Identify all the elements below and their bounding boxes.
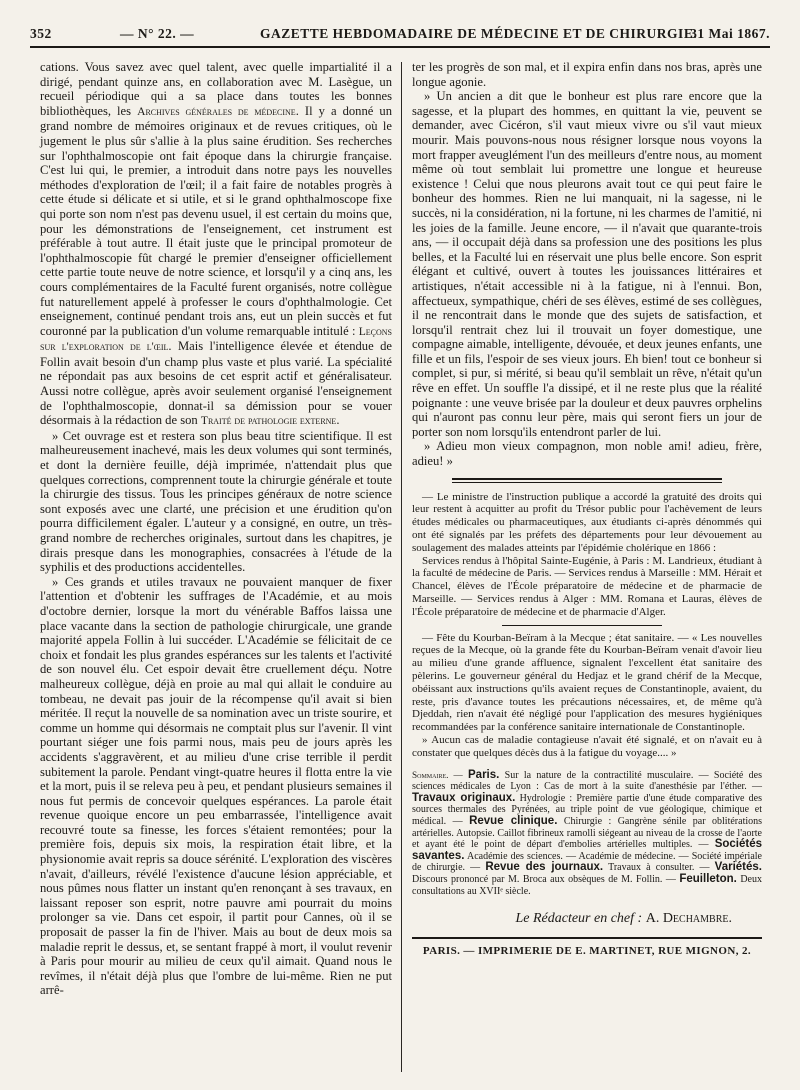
right-paragraph-3: » Adieu mon vieux compagnon, mon noble ami! adieu, frère, adieu! » (412, 439, 762, 469)
right-paragraph-1: ter les progrès de son mal, et il expira enfin dans nos bras, après une longue agonie. (412, 60, 762, 89)
left-paragraph-3: » Ces grands et utiles travaux ne pouvaient manquer de fixer l'attention et d'obtenir les suffrages de l'Académie, et au mois d'octobre dernier, lorsque la mort du vénérable Baffos laissa une place vacante dans la section de pathologie chirurgicale, une grande majorité appela Follin à lui succéder. L'Académie se félicitait de ce choix et fondait les plus grandes espérances sur les talents et l'activité de son nouvel élu. Cet espoir devait être cruellement déçu. Notre malheureux collègue, déjà en proie au mal qui allait le conduire au tombeau, ne devait pas jouir de la récompense qu'il avait si bien méritée. Il reçut la nouvelle de sa nomination avec un triste sourire, et comme un homme qui désormais ne comptait plus sur l'avenir. Il vint pourtant siéger une fois parmi nous, mais peu de jours après les accidents s'aggravèrent, et au milieu d'une crise terrible il perdit subitement la parole. Pendant vingt-quatre heures il flotta entre la vie et la mort, puis il se releva peu à peu, et pendant plusieurs semaines il nous fut permis de concevoir quelques espérances. La parole était revenue quoique encore un peu embarrassée, l'intelligence avait recouvré toute sa finesse, les forces s'étaient remontées; pour la première fois, depuis six mois, la respiration était libre, et la physionomie avait repris sa douce sérénité. L'exploration des viscères n'avait, d'ailleurs, révélé l'existence d'aucune lésion appréciable, et nous pûmes nous flatter un instant qu'en renonçant à ses travaux, en laissant reposer son esprit, notre pauvre ami pourrait du moins prolonger sa vie. Dans cet espoir, il partit pour Cannes, où il se proposait de passer la fin de l'hiver. Mais au bout de deux mois sa maladie reprit le dessus, et, se sentant frappé à mort, il voulut revenir à Paris pour mourir au milieu de ceux qu'il aimait. Quand nous le revîmes, il n'était déjà plus que l'ombre de lui-même. Rien ne put arrê- (40, 574, 392, 998)
summary-societes: Sociétés savantes. (412, 838, 762, 862)
summary: Sommaire. — Paris. Sur la nature de la contractilité musculaire. — Société des sciences médicales de Lyon : Cas de mort à la suite d'anesthésie par l'éther. — Travaux originaux. Hydrologie : Première partie d'une étude comparative des sources thermales des Pyrénées, au triple point de vue géologique, chimique et médical. — Revue clinique. Chirurgie : Gangrène sénile par oblitérations artérielles. Autopsie. Caillot fibrineux ramolli siégeant au niveau de la crosse de l'aorte et ayant été le point de départ d'embolies artérielles multiples. — Sociétés savantes. Académie des sciences. — Académie de médecine. — Société impériale de chirurgie. — Revue des journaux. Travaux à consulter. — Variétés. Discours prononcé par M. Broca aux obsèques de M. Follin. — Feuilleton. Deux consultations au XVIIᵉ siècle. (412, 768, 763, 897)
summary-varietes: Variétés. (714, 861, 762, 874)
page-number: 352 (30, 26, 52, 41)
news-mecque: — Fête du Kourban-Beïram à la Mecque ; état sanitaire. — « Les nouvelles reçues de la Mecque, où la grande fête du Kourban-Beïram venait d'avoir lieu au milieu d'une grande affluence, signalent l'excellent état sanitaire des pèlerins. Le gouverneur général du Hedjaz et le grand chérif de la Mecque, obéissant aux instructions qu'ils avaient reçues de Constantinople, avaient, du reste, pris d'avance toutes les précautions nécessaires, et, de même qu'à Djeddah, rien n'avait été négligé pour l'application des mesures hygiéniques recommandées par la conférence sanitaire internationale de Constantinople. (412, 631, 762, 734)
summary-revue: Revue clinique. (469, 814, 558, 827)
journal-title: GAZETTE HEBDOMADAIRE DE MÉDECINE ET DE CHIRURGIE. (260, 26, 698, 41)
news-items (412, 491, 762, 760)
eulogy-continuation (412, 60, 762, 469)
right-paragraph-2: » Un ancien a dit que le bonheur est plus rare encore que la sagesse, et la plupart des hommes, en quittant la vie, peuvent se demander, avec Cicéron, s'il vaut mieux vivre ou s'il vaut mieux mourir. Mais pouvons-nous nous résigner lorsque nous voyons la mort frapper aveuglément l'un des meilleurs d'entre nous, au moment même où tout semblait lui promettre une longue et heureuse existence ! Celui que nous pleurons avait tout ce qui peut faire le bonheur des hommes. Rien ne lui manquait, ni la sagesse, ni le succès, ni la considération, ni la fortune, ni les charmes de l'amitié, ni les joies de la famille. Jeune encore, — il n'avait que quarante-trois ans, — il occupait déjà dans sa profession une des positions les plus belles, et la Faculté lui en réservait une plus belle encore. Son esprit élégant et cultivé, ouvert à toutes les jouissances littéraires et artistiques, n'était accessible ni à la fatigue, ni à l'ennui. Bon, affectueux, sympathique, chéri de ses élèves, estimé de ses collègues, il ne rencontrait dans le monde que des sujets de satisfaction, et lorsqu'il rentrait chez lui il trouvait un foyer domestique, une compagne aimable, intelligente, dévouée, et deux jeunes enfants, une fille et un fils, l'espoir de ses vieux jours. Eh bien! tout ce bonheur si complet, si pur, si mérité, si beau qu'il semblait un rêve, n'était qu'un rêve en effet. Un souffle l'a dissipé, et il ne reste plus que la réalité poignante : une veuve brisée par la douleur et deux pauvres orphelins qui n'auront pas connu leur père, mais qui seront fiers un jour de porter son nom lorsqu'ils entendront parler de lui. (412, 89, 762, 439)
news-services: Services rendus à l'hôpital Sainte-Eugénie, à Paris : M. Landrieux, étudiant à la faculté de médecine de Paris. — Services rendus à Marseille : MM. Hérait et Chancel, élèves de l'École préparatoire de médecine et de pharmacie de Marseille. — Services rendus à Alger : MM. Romana et Lauras, élèves de l'École préparatoire de médecine et de pharmacie d'Alger. (412, 554, 762, 618)
news-ministry: — Le ministre de l'instruction publique a accordé la gratuité des droits qui leur restent à acquitter au profit du Trésor public pour l'achèvement de leurs études médicales ou pharmaceutiques, aux étudiants ci-après dénommés qui ont été signalés par les préfets des départements pour leur dévouement au soulagement des malades atteints par l'épidémie cholérique en 1866 : (412, 490, 762, 554)
printer-imprint: PARIS. — IMPRIMERIE DE E. MARTINET, RUE MIGNON, 2. (422, 945, 752, 958)
summary-paris: Paris. (468, 768, 500, 781)
news-divider (502, 625, 662, 626)
summary-journaux: Revue des journaux. (485, 861, 604, 874)
left-paragraph-1: cations. Vous savez avec quel talent, avec quelle impartialité il a dirigé, pendant quinze ans, en collaboration avec M. Lasègue, un recueil périodique qui a sa place dans toutes les bonnes bibliothèques, les Archives générales de médecine. Il y a donné un grand nombre de mémoires originaux et de revues critiques, où le jugement le plus sûr s'allie à la plus saine érudition. Ses recherches sur l'ophthalmoscopie ont fait époque dans la chirurgie française. C'est lui qui, le premier, a introduit dans notre pays les nouvelles méthodes d'exploration de l'œil; il a fait faire de notables progrès à cette étude si délicate et si utile, et si le grand ophthalmoscope fixe qui porte son nom n'est pas devenu usuel, il est certain du moins que, pour les démonstrations de l'enseignement, cet instrument est préférable à tout autre. Il était juste que le principal promoteur de l'ophthalmoscopie fût chargé le premier d'enseigner officiellement cette partie toute neuve de notre science, et lorsqu'il y a cinq ans, les cours complémentaires de la Faculté furent organisés, notre collègue fut naturellement appelé à professer le cours d'ophthalmologie. Cet enseignement, continué pendant trois ans, eut un plein succès et fut couronné par la publication d'un volume remarquable intitulé : Leçons sur l'exploration de l'œil. Mais l'intelligence élevée et étendue de Follin avait besoin d'un champ plus vaste et plus varié. La spécialité ne répondait pas aux besoins de cet esprit actif et généralisateur. Aussi notre collègue, après avoir seulement organisé l'enseignement de l'ophthalmoscopie, donnat-il sa démission pour se vouer désormais à la rédaction de son Traité de pathologie externe. (40, 60, 392, 428)
summary-travaux: Travaux originaux. (412, 791, 516, 804)
issue-date: 31 Mai 1867. (690, 26, 770, 41)
editor-name: A. Dechambre. (645, 911, 732, 927)
editor-signature: Le Rédacteur en chef : A. Dechambre. (515, 911, 732, 927)
title-archives: Archives générales de médecine (137, 104, 296, 118)
summary-feuilleton: Feuilleton. (679, 872, 737, 885)
left-paragraph-2: » Cet ouvrage est et restera son plus beau titre scientifique. Il est malheureusement inachevé, mais les deux volumes qui sont terminés, et dont la dernière feuille, déjà imprimée, n'attendait plus que quelques corrections, comprennent toute la chirurgie générale et toute la chirurgie des tissus. Tous les principes généraux de notre science sont exposés avec une clarté, une précision et une érudition qu'on pourra difficilement égaler. L'auteur y a consigné, en outre, un très-grand nombre de recherches originales, surtout dans les chapitres, je dirais presque dans les monographies, consacrées à l'étude de la syphilis et des productions accidentelles. (40, 428, 392, 575)
issue-number: — N° 22. — (120, 26, 195, 41)
left-column (40, 60, 392, 1090)
page-header (30, 26, 770, 44)
title-lecons: Leçons sur l'exploration de l'œil (40, 324, 392, 354)
right-column (412, 60, 762, 1080)
title-traite: Traité de pathologie externe (200, 414, 337, 428)
column-divider (401, 62, 402, 1072)
header-rule (30, 46, 770, 48)
section-separator (412, 469, 762, 491)
news-mecque-end: » Aucun cas de maladie contagieuse n'avait été signalé, et on n'avait eu à constater que quelques décès dus à la fatigue du voyage.... » (412, 733, 762, 759)
printer-rule (412, 937, 762, 939)
summary-label: Sommaire. — (412, 769, 463, 780)
